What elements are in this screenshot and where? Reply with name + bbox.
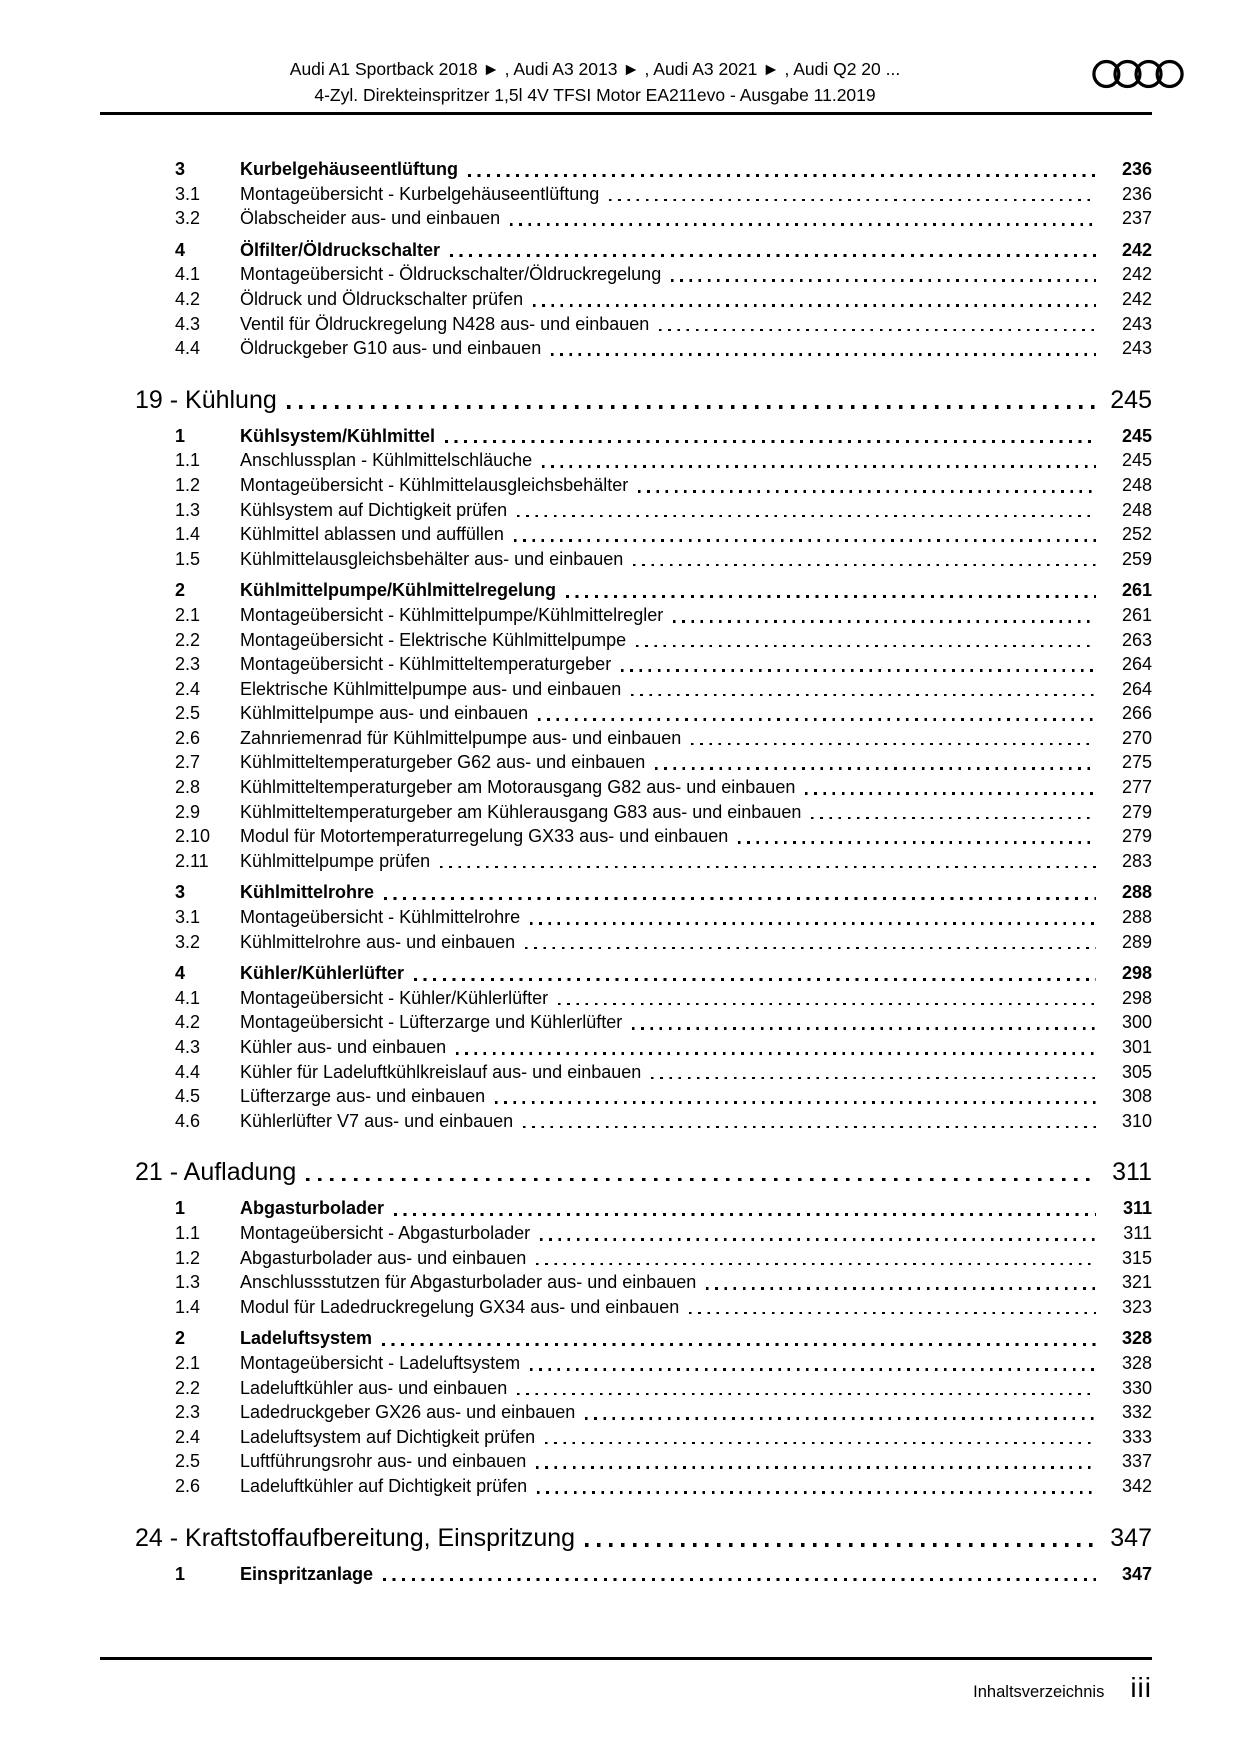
toc-entry-page: 266	[1121, 703, 1152, 724]
dot-leader	[526, 1246, 1108, 1271]
toc-item-row[interactable]	[135, 628, 1152, 653]
toc-entry-number: 4	[175, 963, 186, 984]
dot-leader	[611, 652, 1108, 677]
toc-entry-page: 245	[1121, 425, 1152, 446]
dot-leader	[515, 930, 1108, 955]
toc-item-row[interactable]	[135, 522, 1152, 547]
toc-entry-title: Abgasturbolader	[240, 1198, 385, 1219]
toc-entry-title: 24 - Kraftstoffaufbereitung, Einspritzung	[135, 1523, 576, 1552]
toc-section-row[interactable]	[135, 424, 1152, 449]
toc-entry-title: Zahnriemenrad für Kühlmittelpumpe aus- und einbauen	[240, 727, 682, 748]
toc-entry-title: Kühlmitteltemperaturgeber G62 aus- und einbauen	[240, 752, 646, 773]
toc-entry-number: 2	[175, 580, 186, 601]
toc-entry-title: Abgasturbolader aus- und einbauen	[240, 1247, 527, 1268]
toc-entry-number: 4.6	[175, 1110, 201, 1131]
toc-entry-number: 3	[175, 882, 186, 903]
toc-entry-page: 264	[1121, 678, 1152, 699]
dot-leader	[520, 905, 1108, 930]
header-engine-line: 4-Zyl. Direkteinspritzer 1,5l 4V TFSI Motor EA211evo - Ausgabe 11.2019	[314, 85, 876, 105]
dot-leader	[795, 775, 1108, 800]
dot-leader	[541, 336, 1108, 361]
toc-item-row[interactable]	[135, 1376, 1152, 1401]
toc-entry-page: 298	[1121, 987, 1152, 1008]
toc-entry-number: 2.8	[175, 777, 201, 798]
audi-rings-icon	[1092, 57, 1184, 91]
toc-item-row[interactable]	[135, 1400, 1152, 1425]
toc-entry-page: 333	[1121, 1426, 1152, 1447]
dot-leader	[663, 603, 1108, 628]
dot-leader	[575, 1400, 1108, 1425]
toc-entry-title: Ladeluftsystem auf Dichtigkeit prüfen	[240, 1426, 536, 1447]
toc-entry-number: 1.1	[175, 1222, 201, 1243]
dot-leader	[277, 383, 1108, 417]
toc-entry-title: Ladedruckgeber GX26 aus- und einbauen	[240, 1402, 576, 1423]
toc-entry-page: 236	[1121, 183, 1152, 204]
toc-item-row[interactable]	[135, 750, 1152, 775]
toc-entry-title: Montageübersicht - Kühlmittelrohre	[240, 907, 521, 928]
toc-item-row[interactable]	[135, 206, 1152, 231]
toc-entry-title: Montageübersicht - Kühlmittelpumpe/Kühlmittelregler	[240, 604, 664, 625]
toc-entry-title: Öldruckgeber G10 aus- und einbauen	[240, 338, 542, 359]
toc-entry-page: 261	[1121, 580, 1152, 601]
toc-entry-page: 277	[1121, 777, 1152, 798]
dot-leader	[532, 448, 1108, 473]
toc-entry-number: 2.3	[175, 1402, 201, 1423]
toc-entry-number: 4.3	[175, 313, 201, 334]
toc-entry-number: 1.4	[175, 1296, 201, 1317]
toc-entry-number: 4	[175, 239, 186, 260]
dot-leader	[728, 824, 1108, 849]
toc-entry-number: 2.5	[175, 1451, 201, 1472]
toc-entry-number: 3.2	[175, 931, 201, 952]
dot-leader	[513, 1109, 1108, 1134]
toc-entry-title: Kühlmitteltemperaturgeber am Kühlerausgang G83 aus- und einbauen	[240, 801, 802, 822]
toc-entry-title: Ölabscheider aus- und einbauen	[240, 208, 501, 229]
toc-entry-number: 4.2	[175, 288, 201, 309]
toc-item-row[interactable]	[135, 1084, 1152, 1109]
dot-leader	[296, 1155, 1108, 1189]
toc-entry-title: Montageübersicht - Kühler/Kühlerlüfter	[240, 987, 549, 1008]
toc-entry-number: 1	[175, 1563, 186, 1584]
toc-item-row[interactable]	[135, 986, 1152, 1011]
dot-leader	[801, 800, 1108, 825]
toc-section-row[interactable]	[135, 1326, 1152, 1351]
toc-item-row[interactable]	[135, 1221, 1152, 1246]
toc-entry-page: 311	[1122, 1198, 1152, 1219]
toc-item-row[interactable]	[135, 498, 1152, 523]
toc-entry-page: 275	[1121, 752, 1152, 773]
dot-leader	[384, 1196, 1108, 1221]
toc-entry-number: 4.4	[175, 1061, 201, 1082]
dot-leader	[649, 312, 1108, 337]
toc-entry-title: Kühler/Kühlerlüfter	[240, 963, 405, 984]
dot-leader	[430, 849, 1108, 874]
toc-entry-title: Kühlmittelausgleichsbehälter aus- und einbauen	[240, 548, 624, 569]
toc-item-row[interactable]	[135, 800, 1152, 825]
toc-section-row[interactable]	[135, 961, 1152, 986]
toc-item-row[interactable]	[135, 775, 1152, 800]
toc-entry-page: 300	[1121, 1012, 1152, 1033]
toc-entry-title: Öldruck und Öldruckschalter prüfen	[240, 288, 524, 309]
toc-item-row[interactable]	[135, 677, 1152, 702]
toc-entry-number: 2.4	[175, 1426, 201, 1447]
toc-entry-title: Ladeluftkühler auf Dichtigkeit prüfen	[240, 1475, 528, 1496]
toc-entry-title: Kühlmittelpumpe/Kühlmittelregelung	[240, 580, 557, 601]
toc-section-row[interactable]	[135, 578, 1152, 603]
dot-leader	[641, 1060, 1108, 1085]
toc-entry-number: 1.1	[175, 450, 201, 471]
header-model-line: Audi A1 Sportback 2018 ► , Audi A3 2013 ► , Audi A3 2021 ► , Audi Q2 20 ...	[289, 59, 901, 79]
toc-section-row[interactable]	[135, 1562, 1152, 1587]
toc-entry-number: 2.9	[175, 801, 201, 822]
toc-entry-page: 261	[1121, 604, 1152, 625]
dot-leader	[404, 961, 1108, 986]
toc-item-row[interactable]	[135, 849, 1152, 874]
toc-item-row[interactable]	[135, 1109, 1152, 1134]
dot-leader	[661, 262, 1108, 287]
toc-entry-title: Elektrische Kühlmittelpumpe aus- und einbauen	[240, 678, 622, 699]
toc-entry-page: 305	[1121, 1061, 1152, 1082]
footer-label: Inhaltsverzeichnis	[973, 1683, 1105, 1701]
toc-entry-number: 2.1	[175, 1352, 201, 1373]
toc-entry-title: Montageübersicht - Lüfterzarge und Kühlerlüfter	[240, 1012, 623, 1033]
toc-item-row[interactable]	[135, 1060, 1152, 1085]
toc-entry-number: 4.4	[175, 338, 201, 359]
toc-entry-page: 328	[1121, 1352, 1152, 1373]
toc-entry-page: 288	[1121, 882, 1152, 903]
table-of-contents	[135, 150, 1152, 1586]
toc-entry-title: Montageübersicht - Öldruckschalter/Öldruckregelung	[240, 264, 662, 285]
toc-entry-title: Kühlmittel ablassen und auffüllen	[240, 524, 504, 545]
toc-item-row[interactable]	[135, 1270, 1152, 1295]
toc-section-row[interactable]	[135, 238, 1152, 263]
toc-entry-number: 2.2	[175, 629, 201, 650]
toc-item-row[interactable]	[135, 312, 1152, 337]
dot-leader	[504, 522, 1108, 547]
toc-entry-page: 289	[1121, 931, 1152, 952]
toc-entry-title: Kühlmittelrohre	[240, 882, 375, 903]
page-number: iii	[1130, 1672, 1152, 1703]
dot-leader	[556, 578, 1108, 603]
toc-entry-title: Kühlsystem auf Dichtigkeit prüfen	[240, 499, 508, 520]
toc-entry-page: 270	[1121, 727, 1152, 748]
toc-entry-page: 242	[1121, 264, 1152, 285]
toc-entry-page: 315	[1121, 1247, 1152, 1268]
toc-entry-page: 288	[1121, 907, 1152, 928]
toc-entry-number: 2.1	[175, 604, 201, 625]
toc-entry-page: 310	[1121, 1110, 1152, 1131]
toc-entry-page: 330	[1121, 1377, 1152, 1398]
toc-item-row[interactable]	[135, 287, 1152, 312]
toc-section-row[interactable]	[135, 1196, 1152, 1221]
toc-entry-page: 242	[1121, 239, 1152, 260]
dot-leader	[458, 157, 1108, 182]
toc-entry-number: 2.6	[175, 727, 201, 748]
dot-leader	[681, 726, 1108, 751]
toc-entry-page: 311	[1112, 1158, 1152, 1187]
toc-entry-number: 2	[175, 1328, 186, 1349]
dot-leader	[575, 1521, 1108, 1555]
toc-item-row[interactable]	[135, 1035, 1152, 1060]
toc-entry-page: 264	[1121, 654, 1152, 675]
page-footer	[973, 1672, 1152, 1704]
dot-leader	[446, 1035, 1108, 1060]
toc-entry-page: 279	[1121, 801, 1152, 822]
toc-entry-page: 311	[1123, 1222, 1152, 1243]
toc-entry-title: Einspritzanlage	[240, 1563, 374, 1584]
toc-entry-title: Montageübersicht - Kühlmitteltemperaturgeber	[240, 654, 612, 675]
toc-entry-number: 4.1	[175, 987, 201, 1008]
dot-leader	[507, 498, 1108, 523]
toc-entry-title: Ladeluftsystem	[240, 1328, 373, 1349]
toc-entry-page: 347	[1110, 1523, 1152, 1552]
toc-entry-page: 263	[1121, 629, 1152, 650]
dot-leader	[626, 628, 1108, 653]
toc-entry-title: Kühlmittelrohre aus- und einbauen	[240, 931, 516, 952]
dot-leader	[523, 287, 1108, 312]
toc-entry-title: Kühlmitteltemperaturgeber am Motorausgang G82 aus- und einbauen	[240, 777, 796, 798]
dot-leader	[535, 1425, 1108, 1450]
dot-leader	[485, 1084, 1108, 1109]
toc-item-row[interactable]	[135, 1295, 1152, 1320]
toc-entry-number: 2.5	[175, 703, 201, 724]
toc-entry-number: 4.1	[175, 264, 201, 285]
dot-leader	[440, 238, 1108, 263]
toc-entry-page: 321	[1121, 1272, 1152, 1293]
toc-entry-number: 2.6	[175, 1475, 201, 1496]
toc-entry-page: 242	[1121, 288, 1152, 309]
toc-entry-number: 4.2	[175, 1012, 201, 1033]
toc-entry-number: 2.7	[175, 752, 201, 773]
dot-leader	[528, 701, 1108, 726]
toc-item-row[interactable]	[135, 336, 1152, 361]
toc-item-row[interactable]	[135, 1474, 1152, 1499]
toc-entry-number: 2.2	[175, 1377, 201, 1398]
toc-item-row[interactable]	[135, 701, 1152, 726]
toc-item-row[interactable]	[135, 1425, 1152, 1450]
toc-entry-page: 243	[1121, 338, 1152, 359]
dot-leader	[622, 1010, 1108, 1035]
toc-item-row[interactable]	[135, 905, 1152, 930]
page-header	[100, 56, 1090, 108]
toc-entry-title: Kühler aus- und einbauen	[240, 1037, 447, 1057]
toc-entry-number: 3	[175, 159, 186, 179]
toc-entry-title: Modul für Motortemperaturregelung GX33 aus- und einbauen	[240, 826, 729, 847]
toc-entry-title: Montageübersicht - Abgasturbolader	[240, 1222, 531, 1243]
dot-leader	[530, 1221, 1108, 1246]
toc-entry-number: 2.4	[175, 678, 201, 699]
toc-entry-title: Lüfterzarge aus- und einbauen	[240, 1086, 486, 1107]
dot-leader	[599, 182, 1108, 207]
toc-entry-number: 1.2	[175, 474, 201, 495]
toc-entry-page: 245	[1121, 450, 1152, 471]
toc-entry-number: 4.3	[175, 1037, 201, 1057]
toc-entry-number: 3.2	[175, 208, 201, 229]
dot-leader	[526, 1449, 1108, 1474]
dot-leader	[373, 1562, 1108, 1587]
dot-leader	[645, 750, 1108, 775]
toc-entry-number: 3.1	[175, 907, 201, 928]
toc-entry-title: Anschlussstutzen für Abgasturbolader aus- und einbauen	[240, 1272, 697, 1293]
dot-leader	[621, 677, 1108, 702]
toc-item-row[interactable]	[135, 603, 1152, 628]
toc-entry-page: 301	[1121, 1037, 1152, 1057]
toc-entry-title: 19 - Kühlung	[135, 385, 277, 414]
toc-entry-number: 1.3	[175, 499, 201, 520]
toc-entry-page: 237	[1121, 208, 1152, 229]
toc-entry-title: Montageübersicht - Elektrische Kühlmittelpumpe	[240, 629, 627, 650]
toc-entry-title: Kühlmittelpumpe prüfen	[240, 850, 431, 871]
toc-item-row[interactable]	[135, 473, 1152, 498]
toc-entry-number: 1.4	[175, 524, 201, 545]
toc-entry-page: 283	[1121, 850, 1152, 871]
toc-entry-number: 2.3	[175, 654, 201, 675]
toc-item-row[interactable]	[135, 726, 1152, 751]
toc-entry-page: 342	[1121, 1475, 1152, 1496]
toc-entry-number: 2.10	[175, 826, 211, 847]
dot-leader	[520, 1351, 1108, 1376]
toc-entry-page: 308	[1121, 1086, 1152, 1107]
toc-entry-title: Modul für Ladedruckregelung GX34 aus- und einbauen	[240, 1296, 680, 1317]
dot-leader	[623, 547, 1108, 572]
footer-divider	[100, 1657, 1152, 1660]
dot-leader	[507, 1376, 1108, 1401]
toc-entry-number: 1.2	[175, 1247, 201, 1268]
toc-entry-title: Anschlussplan - Kühlmittelschläuche	[240, 450, 533, 471]
toc-entry-number: 3.1	[175, 183, 201, 204]
toc-entry-title: Montageübersicht - Ladeluftsystem	[240, 1352, 521, 1373]
toc-item-row[interactable]	[135, 1010, 1152, 1035]
toc-chapter-row[interactable]	[135, 1155, 1152, 1189]
dot-leader	[548, 986, 1108, 1011]
toc-item-row[interactable]	[135, 182, 1152, 207]
toc-entry-title: Kühler für Ladeluftkühlkreislauf aus- und einbauen	[240, 1061, 642, 1082]
toc-item-row[interactable]	[135, 824, 1152, 849]
toc-item-row[interactable]	[135, 547, 1152, 572]
toc-entry-number: 1.3	[175, 1272, 201, 1293]
toc-entry-title: Luftführungsrohr aus- und einbauen	[240, 1451, 527, 1472]
toc-entry-title: Montageübersicht - Kurbelgehäuseentlüftung	[240, 183, 600, 204]
toc-entry-page: 236	[1121, 159, 1152, 179]
toc-chapter-row[interactable]	[135, 1521, 1152, 1555]
toc-entry-page: 332	[1121, 1402, 1152, 1423]
toc-entry-title: Ölfilter/Öldruckschalter	[240, 239, 441, 260]
toc-entry-title: 21 - Aufladung	[135, 1158, 297, 1187]
toc-entry-number: 2.11	[175, 850, 209, 871]
toc-entry-page: 245	[1110, 385, 1152, 414]
toc-entry-title: Ladeluftkühler aus- und einbauen	[240, 1377, 508, 1398]
header-divider	[100, 112, 1152, 115]
toc-section-row[interactable]	[135, 880, 1152, 905]
dot-leader	[500, 206, 1108, 231]
toc-entry-page: 248	[1121, 499, 1152, 520]
toc-entry-title: Kurbelgehäuseentlüftung	[240, 159, 459, 179]
toc-entry-title: Montageübersicht - Kühlmittelausgleichsbehälter	[240, 474, 629, 495]
toc-entry-title: Kühlerlüfter V7 aus- und einbauen	[240, 1110, 514, 1131]
toc-entry-page: 328	[1121, 1328, 1152, 1349]
toc-entry-page: 248	[1121, 474, 1152, 495]
toc-entry-number: 1.5	[175, 548, 201, 569]
dot-leader	[435, 424, 1108, 449]
toc-chapter-row[interactable]	[135, 383, 1152, 417]
toc-entry-title: Ventil für Öldruckregelung N428 aus- und einbauen	[240, 313, 650, 334]
toc-entry-page: 252	[1121, 524, 1152, 545]
toc-item-row[interactable]	[135, 652, 1152, 677]
toc-entry-title: Kühlmittelpumpe aus- und einbauen	[240, 703, 529, 724]
toc-entry-title: Kühlsystem/Kühlmittel	[240, 425, 436, 446]
toc-item-row[interactable]	[135, 262, 1152, 287]
toc-entry-number: 4.5	[175, 1086, 201, 1107]
toc-entry-page: 243	[1121, 313, 1152, 334]
toc-entry-page: 337	[1121, 1451, 1152, 1472]
toc-section-row[interactable]	[135, 157, 1152, 182]
toc-item-row[interactable]	[135, 1246, 1152, 1271]
toc-item-row[interactable]	[135, 1351, 1152, 1376]
toc-entry-number: 1	[175, 425, 186, 446]
toc-entry-page: 323	[1121, 1296, 1152, 1317]
toc-entry-page: 279	[1121, 826, 1152, 847]
toc-entry-number: 1	[175, 1198, 186, 1219]
dot-leader	[628, 473, 1108, 498]
toc-item-row[interactable]	[135, 448, 1152, 473]
toc-entry-page: 298	[1121, 963, 1152, 984]
dot-leader	[374, 880, 1108, 905]
toc-entry-page: 347	[1121, 1563, 1152, 1584]
toc-item-row[interactable]	[135, 1449, 1152, 1474]
toc-item-row[interactable]	[135, 930, 1152, 955]
dot-leader	[372, 1326, 1108, 1351]
dot-leader	[527, 1474, 1108, 1499]
dot-leader	[696, 1270, 1108, 1295]
toc-entry-page: 259	[1121, 548, 1152, 569]
dot-leader	[679, 1295, 1108, 1320]
